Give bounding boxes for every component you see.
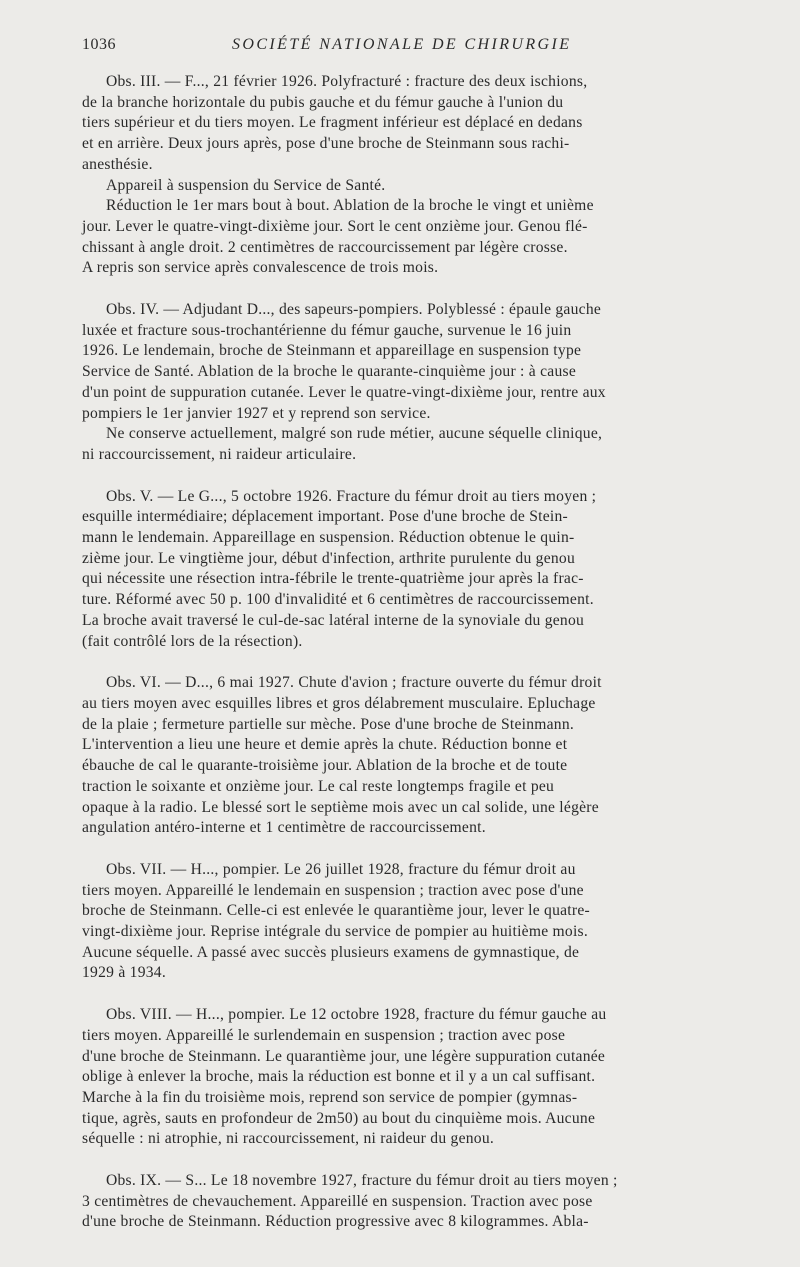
text-line: pompiers le 1er janvier 1927 et y reprend son service. bbox=[82, 404, 431, 422]
text-line: tiers supérieur et du tiers moyen. Le fragment inférieur est déplacé en dedans bbox=[82, 114, 583, 132]
text-line: (fait contrôlé lors de la résection). bbox=[82, 632, 303, 650]
text-line: traction le soixante et onzième jour. Le cal reste longtemps fragile et peu bbox=[82, 777, 555, 795]
text-line: Service de Santé. Ablation de la broche le quarante-cinquième jour : à cause bbox=[82, 363, 576, 381]
observation-3-outcome bbox=[82, 196, 740, 279]
text-line: ébauche de cal le quarante-troisième jour. Ablation de la broche et de toute bbox=[82, 757, 568, 775]
observation-7 bbox=[82, 860, 740, 984]
text-line: qui nécessite une résection intra-fébrile le trente-quatrième jour après la frac- bbox=[82, 570, 584, 588]
text-line: luxée et fracture sous-trochantérienne du fémur gauche, survenue le 16 juin bbox=[82, 321, 572, 339]
text-line: et en arrière. Deux jours après, pose d'une broche de Steinmann sous rachi- bbox=[82, 135, 570, 153]
text-line: opaque à la radio. Le blessé sort le septième mois avec un cal solide, une légère bbox=[82, 798, 599, 816]
text-line: d'un point de suppuration cutanée. Lever le quatre-vingt-dixième jour, rentre aux bbox=[82, 383, 606, 401]
text-line: de la plaie ; fermeture partielle sur mèche. Pose d'une broche de Steinmann. bbox=[82, 715, 575, 733]
observation-9 bbox=[82, 1171, 740, 1233]
text-line: 3 centimètres de chevauchement. Appareillé en suspension. Traction avec pose bbox=[82, 1192, 593, 1210]
text-line: Obs. VIII. — H..., pompier. Le 12 octobre 1928, fracture du fémur gauche au bbox=[106, 1006, 607, 1024]
text-line: Appareil à suspension du Service de Santé. bbox=[106, 176, 386, 194]
text-line: au tiers moyen avec esquilles libres et gros délabrement musculaire. Epluchage bbox=[82, 694, 596, 712]
page-header bbox=[82, 36, 742, 58]
text-line: ni raccourcissement, ni raideur articulaire. bbox=[82, 445, 357, 463]
text-line: Aucune séquelle. A passé avec succès plusieurs examens de gymnastique, de bbox=[82, 943, 580, 961]
running-title: SOCIÉTÉ NATIONALE DE CHIRURGIE bbox=[232, 36, 572, 53]
text-line: oblige à enlever la broche, mais la réduction est bonne et il y a un cal suffisant. bbox=[82, 1068, 596, 1086]
observation-8 bbox=[82, 1005, 740, 1150]
text-line: Marche à la fin du troisième mois, reprend son service de pompier (gymnas- bbox=[82, 1088, 578, 1106]
text-line: broche de Steinmann. Celle-ci est enlevée le quarantième jour, lever le quatre- bbox=[82, 902, 590, 920]
observation-5 bbox=[82, 487, 740, 653]
text-line: Obs. IV. — Adjudant D..., des sapeurs-pompiers. Polyblessé : épaule gauche bbox=[106, 301, 602, 319]
text-line: d'une broche de Steinmann. Le quarantième jour, une légère suppuration cutanée bbox=[82, 1047, 606, 1065]
observation-6 bbox=[82, 673, 740, 839]
body-text bbox=[82, 72, 740, 1233]
text-line: vingt-dixième jour. Reprise intégrale du service de pompier au huitième mois. bbox=[82, 923, 588, 941]
text-line: mann le lendemain. Appareillage en suspension. Réduction obtenue le quin- bbox=[82, 529, 575, 547]
text-line: jour. Lever le quatre-vingt-dixième jour. Sort le cent onzième jour. Genou flé- bbox=[82, 217, 588, 235]
text-line: zième jour. Le vingtième jour, début d'infection, arthrite purulente du genou bbox=[82, 549, 576, 567]
text-line: 1926. Le lendemain, broche de Steinmann et appareillage en suspension type bbox=[82, 342, 582, 360]
text-line: séquelle : ni atrophie, ni raccourcissement, ni raideur du genou. bbox=[82, 1130, 495, 1148]
page-number: 1036 bbox=[82, 36, 116, 53]
text-line: Obs. VI. — D..., 6 mai 1927. Chute d'avion ; fracture ouverte du fémur droit bbox=[106, 674, 602, 692]
text-line: esquille intermédiaire; déplacement important. Pose d'une broche de Stein- bbox=[82, 508, 568, 526]
text-line: Obs. IX. — S... Le 18 novembre 1927, fracture du fémur droit au tiers moyen ; bbox=[106, 1172, 618, 1190]
text-line: Ne conserve actuellement, malgré son rude métier, aucune séquelle clinique, bbox=[106, 425, 603, 443]
text-line: tiers moyen. Appareillé le lendemain en suspension ; traction avec pose d'une bbox=[82, 881, 584, 899]
text-line: ture. Réformé avec 50 p. 100 d'invalidité et 6 centimètres de raccourcissement. bbox=[82, 591, 594, 609]
text-line: Obs. III. — F..., 21 février 1926. Polyfracturé : fracture des deux ischions, bbox=[106, 73, 588, 90]
text-line: Obs. VII. — H..., pompier. Le 26 juillet 1928, fracture du fémur droit au bbox=[106, 860, 576, 878]
text-line: Réduction le 1er mars bout à bout. Ablation de la broche le vingt et unième bbox=[106, 197, 594, 215]
text-line: d'une broche de Steinmann. Réduction progressive avec 8 kilogrammes. Abla- bbox=[82, 1213, 589, 1231]
observation-3 bbox=[82, 72, 740, 176]
text-line: tique, agrès, sauts en profondeur de 2m50) au bout du cinquième mois. Aucune bbox=[82, 1109, 596, 1127]
text-line: 1929 à 1934. bbox=[82, 964, 166, 982]
text-line: A repris son service après convalescence de trois mois. bbox=[82, 259, 439, 277]
text-line: Obs. V. — Le G..., 5 octobre 1926. Fracture du fémur droit au tiers moyen ; bbox=[106, 487, 597, 505]
text-line: La broche avait traversé le cul-de-sac latéral interne de la synoviale du genou bbox=[82, 611, 585, 629]
text-line: chissant à angle droit. 2 centimètres de raccourcissement par légère crosse. bbox=[82, 238, 568, 256]
observation-3-apparatus bbox=[82, 176, 740, 197]
text-line: angulation antéro-interne et 1 centimètre de raccourcissement. bbox=[82, 819, 486, 837]
observation-4 bbox=[82, 300, 740, 424]
text-line: tiers moyen. Appareillé le surlendemain en suspension ; traction avec pose bbox=[82, 1026, 566, 1044]
text-line: de la branche horizontale du pubis gauche et du fémur gauche à l'union du bbox=[82, 93, 564, 111]
text-line: L'intervention a lieu une heure et demie après la chute. Réduction bonne et bbox=[82, 736, 568, 754]
observation-4-followup bbox=[82, 424, 740, 465]
text-line: anesthésie. bbox=[82, 155, 153, 173]
